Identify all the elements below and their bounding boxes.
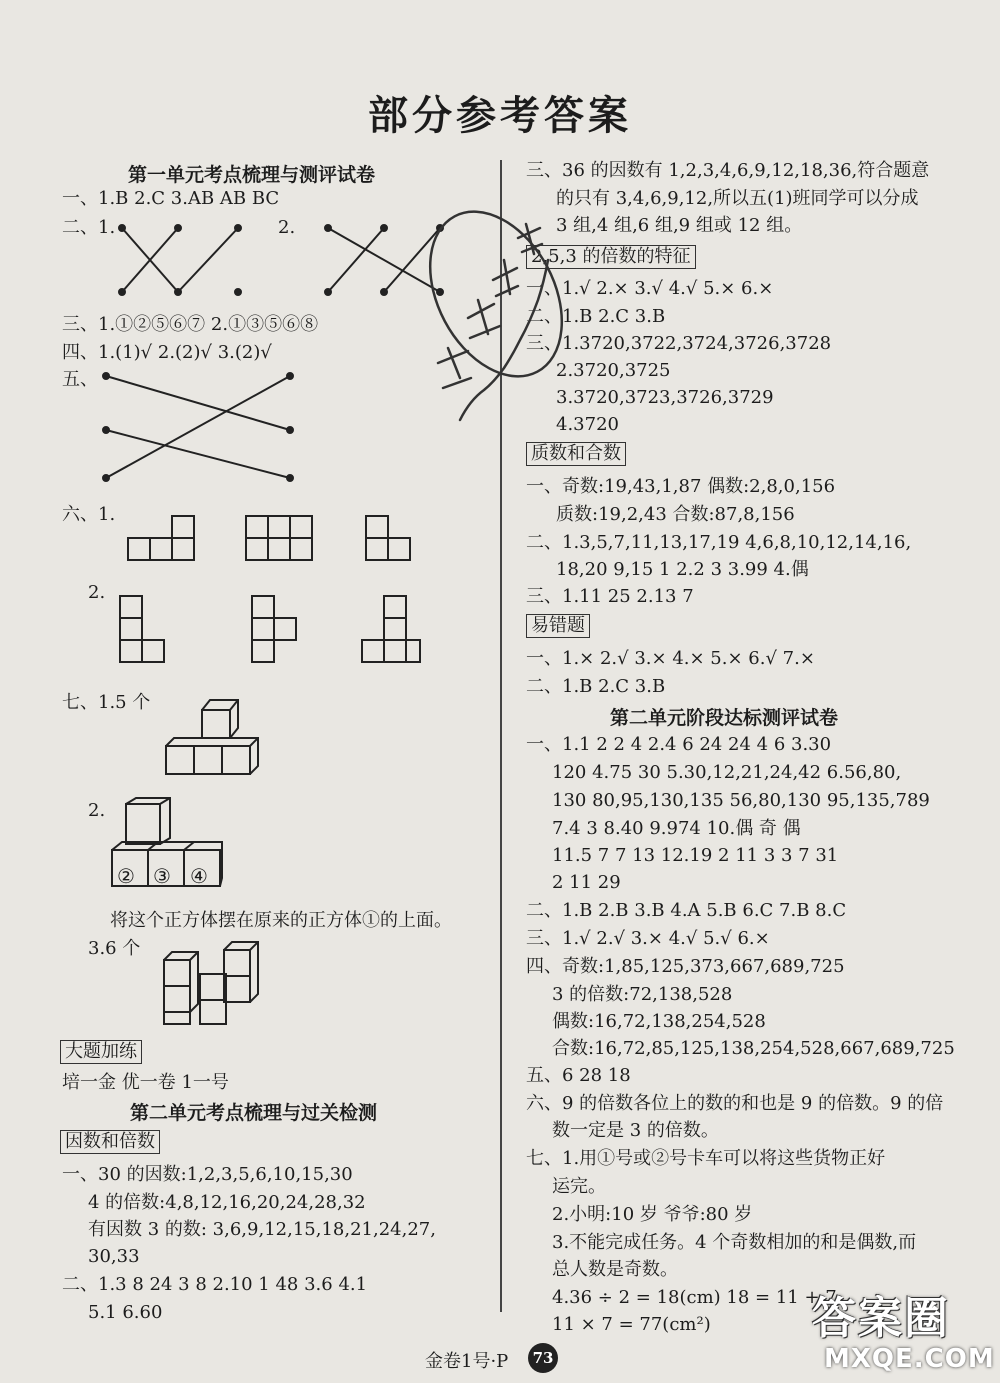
page-title: 部分参考答案 [368, 92, 632, 139]
unit2-stage-heading: 第二单元阶段达标测评试卷 [610, 707, 839, 729]
answer-line: 二、1.B 2.B 3.B 4.A 5.B 6.C 7.B 8.C [526, 900, 847, 921]
answer-line: 运完。 [552, 1176, 606, 1197]
answer-line: 2. [88, 800, 106, 821]
answer-line: 4.3720 [556, 414, 619, 435]
answer-line: 130 80,95,130,135 56,80,130 95,135,789 [552, 790, 930, 811]
answer-line: 质数:19,2,43 合数:87,8,156 [556, 504, 795, 525]
view-figures-row2 [120, 596, 420, 664]
answer-line: 三、1.√ 2.√ 3.× 4.√ 5.√ 6.× [526, 928, 770, 949]
answer-line: 七、1.5 个 [62, 692, 151, 713]
answer-line: 18,20 9,15 1 2.2 3 3.99 4.偶 [556, 559, 809, 580]
cube-label: ② [117, 864, 135, 888]
answer-line: 一、1.√ 2.× 3.√ 4.√ 5.× 6.× [526, 278, 774, 299]
answer-line: 三、1.①②⑤⑥⑦ 2.①③⑤⑥⑧ [62, 314, 319, 335]
footer-label: 金卷1号·P [425, 1351, 509, 1372]
answer-line: 三、36 的因数有 1,2,3,4,6,9,12,18,36,符合题意 [526, 160, 930, 181]
answer-line: 11.5 7 7 13 12.19 2 11 3 3 7 31 [552, 845, 839, 866]
answer-line: 的只有 3,4,6,9,12,所以五(1)班同学可以分成 [556, 188, 919, 209]
handwritten-stamp [398, 188, 568, 438]
answer-line: 七、1.用①号或②号卡车可以将这些货物正好 [526, 1148, 886, 1169]
section-box-zhishu: 质数和合数 [526, 442, 626, 466]
answer-line: 3.6 个 [88, 938, 141, 959]
answer-line: 一、1.× 2.√ 3.× 4.× 5.× 6.√ 7.× [526, 648, 815, 669]
cube-label: ③ [153, 864, 171, 888]
answer-line: 五、6 28 18 [526, 1065, 631, 1086]
answer-line: 五、 [62, 369, 98, 390]
cube-label: ④ [190, 864, 208, 888]
section-box-beishu: 2,5,3 的倍数的特征 [526, 245, 696, 269]
answer-line: 一、1.1 2 2 4 2.4 6 24 24 4 6 3.30 [526, 734, 832, 755]
section-box-datijialian: 大题加练 [60, 1040, 142, 1064]
answer-line: 一、奇数:19,43,1,87 偶数:2,8,0,156 [526, 476, 836, 497]
answer-line: 将这个正方体摆在原来的正方体①的上面。 [110, 910, 452, 931]
answer-line: 2 11 29 [552, 872, 621, 893]
cube-stack-1 [160, 696, 260, 782]
answer-line: 4 的倍数:4,8,12,16,20,24,28,32 [88, 1192, 366, 1213]
answer-line: 总人数是奇数。 [552, 1259, 678, 1280]
answer-line: 二、1.B 2.C 3.B [526, 306, 666, 327]
cube-stack-3 [160, 940, 260, 1026]
answer-line: 一、1.B 2.C 3.AB AB BC [62, 188, 280, 209]
answer-line: 二、1.3 8 24 3 8 2.10 1 48 3.6 4.1 [62, 1274, 368, 1295]
answer-line: 二、1.B 2.C 3.B [526, 676, 666, 697]
answer-line: 偶数:16,72,138,254,528 [552, 1011, 766, 1032]
watermark-logo [812, 1282, 995, 1378]
answer-line: 11 × 7 = 77(cm²) [552, 1314, 711, 1335]
answer-line: 六、1. [62, 504, 116, 525]
unit2-heading: 第二单元考点梳理与过关检测 [130, 1102, 378, 1124]
answer-line: 二、1.3,5,7,11,13,17,19 4,6,8,10,12,14,16, [526, 532, 912, 553]
matching-figure-2 [100, 368, 300, 488]
answer-line: 5.1 6.60 [88, 1302, 163, 1323]
answer-line: 三、1.3720,3722,3724,3726,3728 [526, 333, 832, 354]
answer-line: 120 4.75 30 5.30,12,21,24,42 6.56,80, [552, 762, 902, 783]
section-box-yicuoti: 易错题 [526, 614, 590, 638]
answer-line: 合数:16,72,85,125,138,254,528,667,689,725 [552, 1038, 955, 1059]
watermark-small-text: MXQE.COM [824, 1344, 995, 1374]
answer-line: 2.小明:10 岁 爷爷:80 岁 [552, 1204, 753, 1225]
page-number: 73 [528, 1343, 558, 1373]
answer-line: 2. [88, 582, 106, 603]
answer-line: 3 组,4 组,6 组,9 组或 12 组。 [556, 215, 803, 236]
answer-line: 2.3720,3725 [556, 360, 671, 381]
answer-line: 四、奇数:1,85,125,373,667,689,725 [526, 956, 845, 977]
answer-line: 四、1.(1)√ 2.(2)√ 3.(2)√ [62, 342, 272, 363]
answer-line: 二、1. [62, 217, 116, 238]
answer-line: 3.不能完成任务。4 个奇数相加的和是偶数,而 [552, 1232, 917, 1253]
unit1-heading: 第一单元考点梳理与测评试卷 [128, 164, 376, 186]
watermark-big-text: 答案圈 [812, 1293, 950, 1344]
answer-line: 有因数 3 的数: 3,6,9,12,15,18,21,24,27, [88, 1219, 436, 1240]
answer-line: 三、1.11 25 2.13 7 [526, 586, 694, 607]
answer-line: 六、9 的倍数各位上的数的和也是 9 的倍数。9 的倍 [526, 1093, 944, 1114]
answer-line: 数一定是 3 的倍数。 [552, 1120, 719, 1141]
answer-line: 3 的倍数:72,138,528 [552, 984, 733, 1005]
answer-line: 一、30 的因数:1,2,3,5,6,10,15,30 [62, 1164, 353, 1185]
answer-line: 4.36 ÷ 2 = 18(cm) 18 = 11 + 7 [552, 1287, 837, 1308]
answer-line: 30,33 [88, 1246, 140, 1267]
answer-line: 培一金 优一卷 1一号 [62, 1072, 229, 1093]
section-box-yinshu: 因数和倍数 [60, 1130, 160, 1154]
answer-line: 2. [278, 217, 296, 238]
answer-line: 7.4 3 8.40 9.974 10.偶 奇 偶 [552, 818, 801, 839]
answer-line: 3.3720,3723,3726,3729 [556, 387, 774, 408]
view-figures-row1 [128, 516, 418, 562]
